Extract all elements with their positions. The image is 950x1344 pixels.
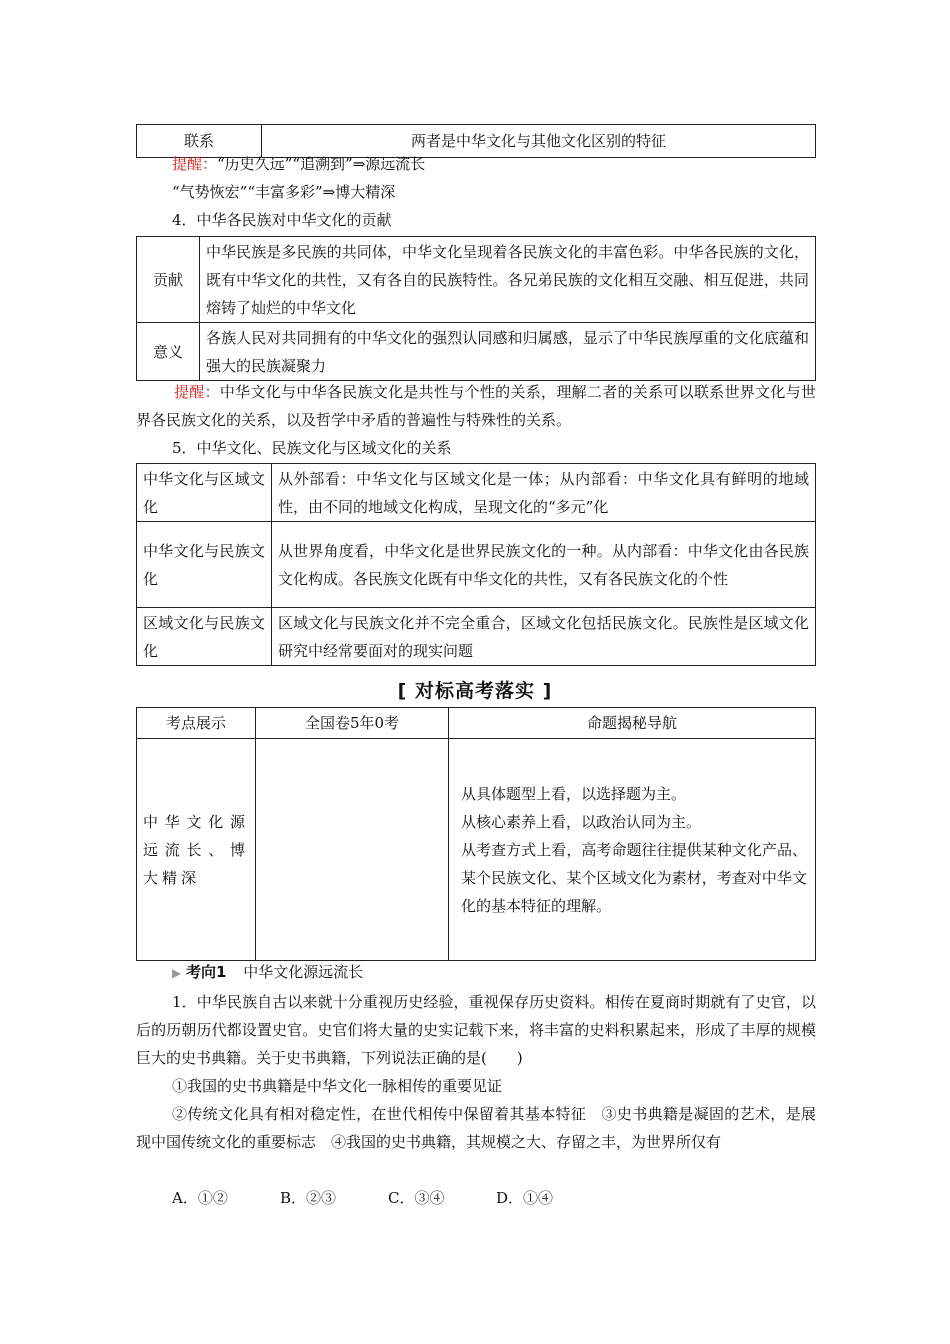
table-contribution xyxy=(136,236,816,381)
header-topic: 考点展示 xyxy=(137,708,256,739)
banner-title: 对标高考落实 xyxy=(414,680,535,702)
tip-1-line-2: “气势恢宏”“丰富多彩”⇒博大精深 xyxy=(172,183,396,201)
significance-label: 意义 xyxy=(137,323,200,381)
tip-label: 提醒： xyxy=(172,155,218,173)
bracket-right-icon: ] xyxy=(542,680,553,702)
triangle-right-icon: ▶ xyxy=(172,966,182,980)
statement-1: ①我国的史书典籍是中华文化一脉相传的重要见证 xyxy=(172,1077,503,1095)
statement-2: ②传统文化具有相对稳定性，在世代相传中保留着其基本特征 ③史书典籍是凝固的艺术，是展现中国传统文化的重要标志 ④我国的史书典籍，其规模之大、存留之丰，为世界所仅有 xyxy=(136,1105,816,1151)
header-guide: 命题揭秘导航 xyxy=(449,708,816,739)
tip-1-line-1: 提醒：“历史久远”“追溯到”⇒源远流长 xyxy=(172,155,426,173)
option-b[interactable]: B．②③ xyxy=(280,1189,337,1207)
row-label-china-region: 中华文化与区域文化 xyxy=(137,464,272,522)
relation-content: 两者是中华文化与其他文化区别的特征 xyxy=(262,125,816,158)
row-label-china-ethnic: 中华文化与民族文化 xyxy=(137,522,272,608)
question-stem: 1．中华民族自古以来就十分重视历史经验，重视保存历史资料。相传在夏商时期就有了史官，以后的历朝历代都设置史官。史官们将大量的史实记载下来，将丰富的史料积累起来，形成了丰厚的规模巨大的史书典籍。关于史书典籍，下列说法正确的是( ) xyxy=(136,993,816,1067)
topic-cell: 中华文化源远流长、博大精深 xyxy=(137,739,256,961)
tip-label: 提醒： xyxy=(174,383,220,401)
contribution-content: 中华民族是多民族的共同体，中华文化呈现着各民族文化的丰富色彩。中华各民族的文化，既有中华文化的共性，又有各自的民族特性。各兄弟民族的文化相互交融、相互促进，共同熔铸了灿烂的中华文化 xyxy=(200,237,816,323)
table-exam-guide xyxy=(136,707,816,961)
row-content-china-ethnic: 从世界角度看，中华文化是世界民族文化的一种。从内部看：中华文化由各民族文化构成。各民族文化既有中华文化的共性，又有各民族文化的个性 xyxy=(272,522,816,608)
contribution-label: 贡献 xyxy=(137,237,200,323)
guide-item: 从核心素养上看，以政治认同为主。 xyxy=(461,812,702,831)
guide-item: 从考查方式上看，高考命题往往提供某种文化产品、某个民族文化、某个区域文化为素材，考查对中华文化的基本特征的理解。 xyxy=(461,840,807,915)
section-5-title: 5．中华文化、民族文化与区域文化的关系 xyxy=(172,439,452,457)
guide-cell xyxy=(449,739,816,961)
relation-label: 联系 xyxy=(137,125,262,158)
significance-content: 各族人民对共同拥有的中华文化的强烈认同感和归属感，显示了中华民族厚重的文化底蕴和强大的民族凝聚力 xyxy=(200,323,816,381)
row-label-region-ethnic: 区域文化与民族文化 xyxy=(137,608,272,666)
option-d[interactable]: D．①④ xyxy=(496,1189,554,1207)
section-banner xyxy=(0,676,950,703)
section-4-title: 4．中华各民族对中华文化的贡献 xyxy=(172,211,392,229)
options-row xyxy=(172,1184,604,1212)
kaoxiang-label: 考向1 xyxy=(186,963,227,981)
table-culture-relations xyxy=(136,463,816,666)
option-c[interactable]: C．③④ xyxy=(388,1189,445,1207)
tip-2: 提醒：中华文化与中华各民族文化是共性与个性的关系，理解二者的关系可以联系世界文化与世界各民族文化的关系，以及哲学中矛盾的普遍性与特殊性的关系。 xyxy=(136,383,816,429)
row-content-china-region: 从外部看：中华文化与区域文化是一体；从内部看：中华文化具有鲜明的地域性，由不同的地域文化构成，呈现文化的“多元”化 xyxy=(272,464,816,522)
kaoxiang-heading xyxy=(172,958,852,987)
guide-item: 从具体题型上看，以选择题为主。 xyxy=(461,784,687,803)
kaoxiang-title: 中华文化源远流长 xyxy=(243,963,364,981)
option-a[interactable]: A．①② xyxy=(172,1189,228,1207)
header-exam: 全国卷5年0考 xyxy=(256,708,449,739)
bracket-left-icon: [ xyxy=(397,680,408,702)
row-content-region-ethnic: 区域文化与民族文化并不完全重合，区域文化包括民族文化。民族性是区域文化研究中经常要面对的现实问题 xyxy=(272,608,816,666)
exam-cell xyxy=(256,739,449,961)
